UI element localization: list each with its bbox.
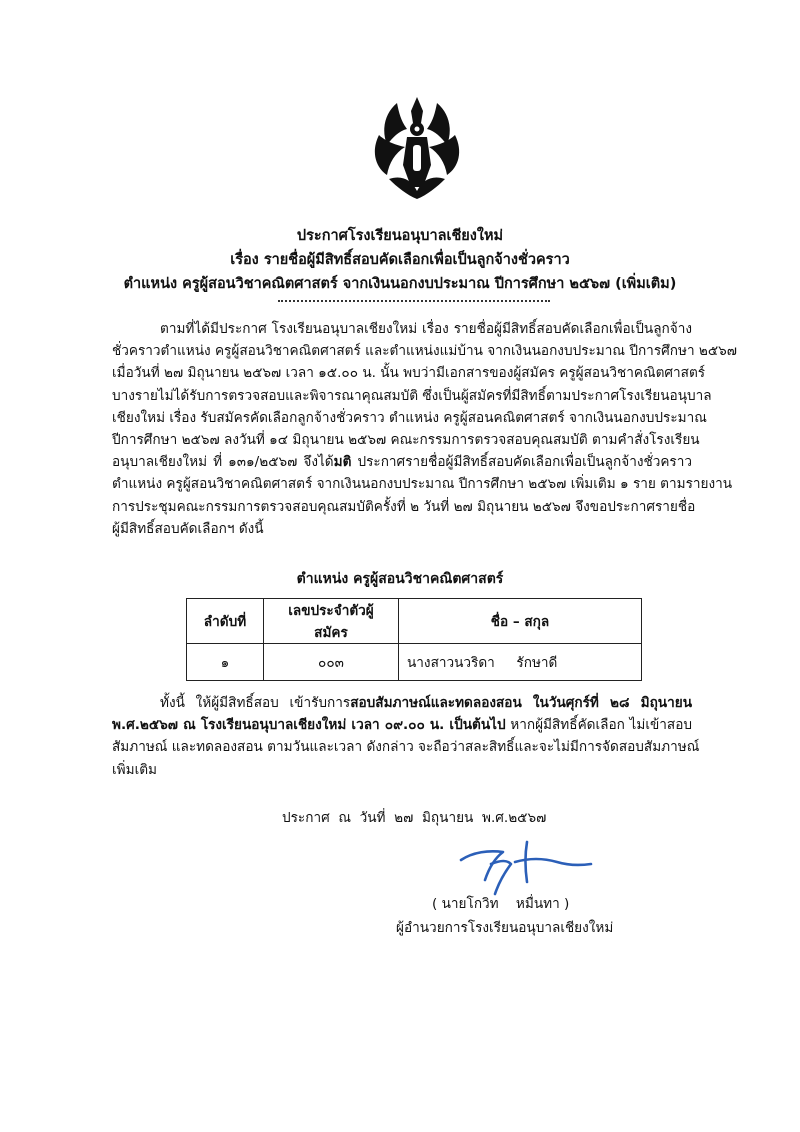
body-paragraph-2 [112,692,700,781]
paragraph-line [112,692,692,714]
column-header-applicant-id: เลขประจำตัวผู้สมัคร [264,599,399,644]
paragraph-line: ปีการศึกษา ๒๕๖๗ ลงวันที่ ๑๔ มิถุนายน ๒๕๖๗ คณะกรรมการตรวจสอบคุณสมบัติ ตามคำสั่งโรงเรียน [112,432,700,449]
paragraph-line: ตามที่ได้มีประกาศ โรงเรียนอนุบาลเชียงใหม่ เรื่อง รายชื่อผู้มีสิทธิ์สอบคัดเลือกเพื่อเป็นลูกจ้าง [160,321,692,337]
candidate-table [186,598,642,681]
cell-order: ๑ [187,644,264,681]
announcement-position: ตำแหน่ง ครูผู้สอนวิชาคณิตศาสตร์ จากเงินนอกงบประมาณ ปีการศึกษา ๒๕๖๗ (เพิ่มเติม) [123,276,677,292]
garuda-emblem-icon [367,95,467,201]
resolution-text: มติ [333,454,352,471]
column-header-order: ลำดับที่ [187,599,264,644]
paragraph-line: การประชุมคณะกรรมการตรวจสอบคุณสมบัติครั้งที่ ๒ วันที่ ๒๗ มิถุนายน ๒๕๖๗ จึงขอประกาศรายชื่อ [112,498,696,515]
interview-place-time-text: พ.ศ.๒๕๖๗ ณ โรงเรียนอนุบาลเชียงใหม่ เวลา ๐๙.๐๐ น. เป็นต้นไป [112,717,506,734]
text-run: ประกาศรายชื่อผู้มีสิทธิ์สอบคัดเลือกเพื่อเป็นลูกจ้างชั่วคราว [351,454,692,471]
handwritten-signature [455,838,595,900]
interview-date-text: สอบสัมภาษณ์และทดลองสอน ในวันศุกร์ที่ ๒๘ มิถุนายน [350,695,692,711]
paragraph-line: เพิ่มเติม [112,761,158,778]
body-paragraph-1 [112,318,737,540]
paragraph-line [112,451,692,473]
text-run: ทั้งนี้ ให้ผู้มีสิทธิ์สอบ เข้ารับการ [160,695,351,711]
announce-date: ประกาศ ณ วันที่ ๒๗ มิถุนายน พ.ศ.๒๕๖๗ [282,810,547,826]
announcement-heading: ประกาศโรงเรียนอนุบาลเชียงใหม่ [296,228,504,244]
paragraph-line [112,714,692,736]
text-run: หากผู้มีสิทธิ์คัดเลือก ไม่เข้าสอบ [505,717,692,734]
announcement-subject: เรื่อง รายชื่อผู้มีสิทธิ์สอบคัดเลือกเพื่อเป็นลูกจ้างชั่วคราว [230,252,570,268]
paragraph-line: เชียงใหม่ เรื่อง รับสมัครคัดเลือกลูกจ้างชั่วคราว ตำแหน่ง ครูผู้สอนคณิตศาสตร์ จากเงินนอกงบประมาณ [112,409,707,426]
signer-name: ( นายโกวิท หมื่นทา ) [432,896,570,912]
cell-applicant-id: ๐๐๓ [264,644,399,681]
table-header-row [187,599,642,644]
column-header-name: ชื่อ – สกุล [399,599,642,644]
paragraph-line: บางรายไม่ได้รับการตรวจสอบและพิจารณาคุณสมบัติ ซึ่งเป็นผู้สมัครที่มีสิทธิ์ตามประกาศโรงเรียนอนุบาล [112,387,712,404]
dotted-divider [278,300,550,302]
paragraph-line: ชั่วคราวตำแหน่ง ครูผู้สอนวิชาคณิตศาสตร์ และตำแหน่งแม่บ้าน จากเงินนอกงบประมาณ ปีการศึกษา ๒๕๖๗ [112,343,737,360]
paragraph-line: ผู้มีสิทธิ์สอบคัดเลือกฯ ดังนี้ [112,520,264,537]
paragraph-line: สัมภาษณ์ และทดลองสอน ตามวันและเวลา ดังกล่าว จะถือว่าสละสิทธิ์และจะไม่มีการจัดสอบสัมภาษณ์ [112,739,700,756]
table-title: ตำแหน่ง ครูผู้สอนวิชาคณิตศาสตร์ [296,571,504,587]
paragraph-line: เมื่อวันที่ ๒๗ มิถุนายน ๒๕๖๗ เวลา ๑๕.๐๐ น. นั้น พบว่ามีเอกสารของผู้สมัคร ครูผู้สอนวิชาคณิตศาสตร์ [112,365,706,382]
signer-title: ผู้อำนวยการโรงเรียนอนุบาลเชียงใหม่ [396,920,614,936]
cell-name: นางสาวนวริดา รักษาดี [399,644,642,681]
paragraph-line: ตำแหน่ง ครูผู้สอนวิชาคณิตศาสตร์ จากเงินนอกงบประมาณ ปีการศึกษา ๒๕๖๗ เพิ่มเติม ๑ ราย ตามรายงาน [112,476,733,493]
text-run: อนุบาลเชียงใหม่ ที่ ๑๓๑/๒๕๖๗ จึงได้ [112,454,334,471]
table-row [187,644,642,681]
